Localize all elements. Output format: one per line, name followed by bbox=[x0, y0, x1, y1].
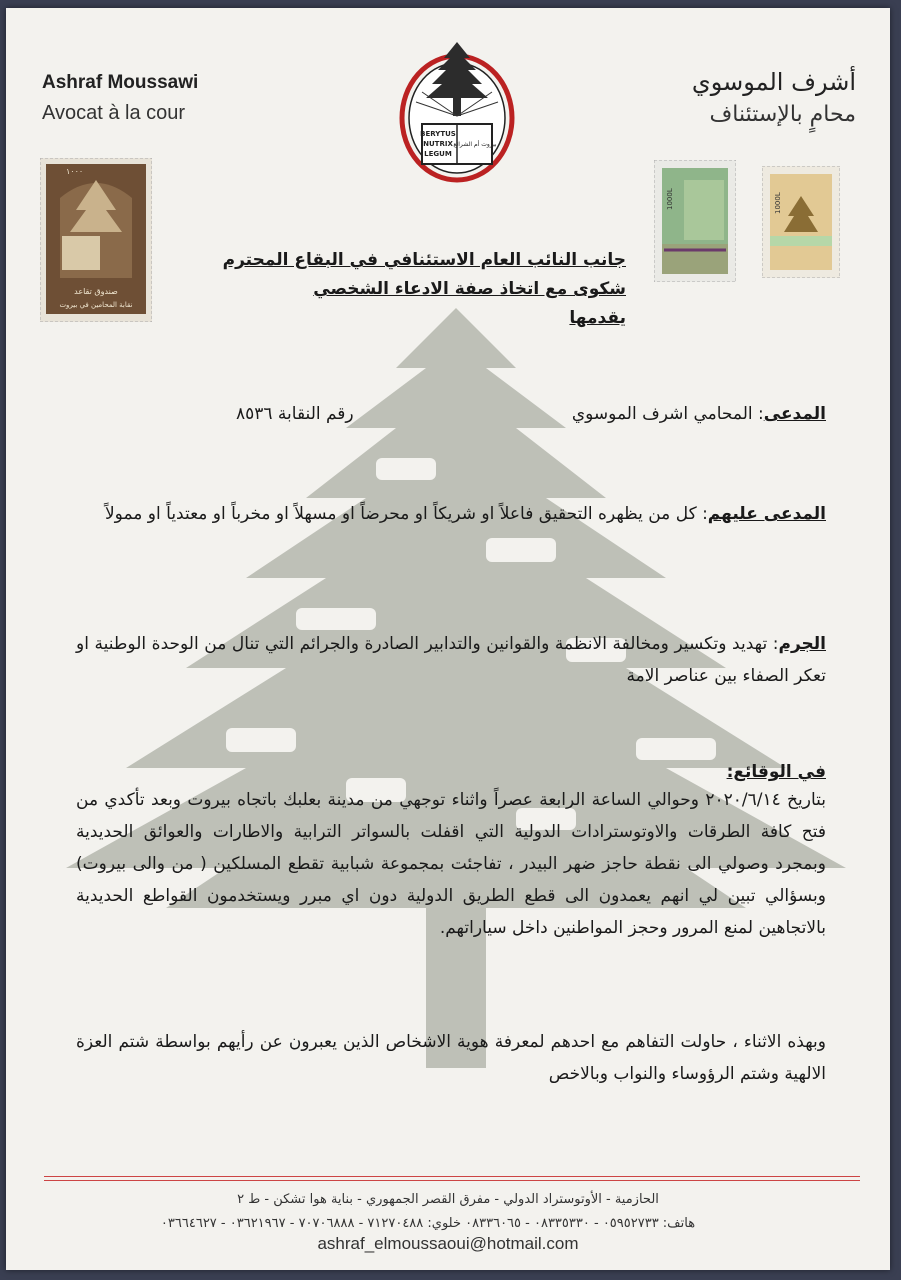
facts-paragraph-2: وبهذه الاثناء ، حاولت التفاهم مع احدهم لمعرفة هوية الاشخاص الذين يعبرون عن رأيهم بواسطة شتم العزة الالهية وشتم الرؤوساء والنواب وبالاخص bbox=[76, 1032, 826, 1084]
fiscal-stamp-1-icon bbox=[654, 160, 736, 282]
stamp-left-caption-1: صندوق تقاعد bbox=[74, 287, 118, 296]
defendants-label: المدعى عليهم bbox=[707, 504, 826, 524]
emblem-text-1: BERYTUS bbox=[420, 130, 456, 138]
bar-association-emblem-icon bbox=[398, 36, 516, 186]
stamp-r2-value: 1000L bbox=[774, 192, 782, 214]
defendants-section bbox=[76, 498, 826, 530]
emblem-text-ar: بيروت أم الشرائع bbox=[453, 141, 497, 148]
emblem-text-2: NUTRIX bbox=[423, 140, 453, 148]
plaintiff-label: المدعى bbox=[763, 404, 826, 424]
crime-label: الجرم bbox=[778, 634, 826, 654]
facts-title: في الوقائع: bbox=[726, 762, 826, 782]
bar-pension-stamp-icon bbox=[40, 158, 152, 322]
footer-phones: هاتف: ٠٥٩٥٢٧٣٣ - ٠٨٣٣٥٣٣٠ - ٠٨٣٣٦٠٦٥ خلوي: ٧١٢٧٠٤٨٨ - ٧٠٧٠٦٨٨٨ - ٠٣٦٢١٩٦٧ - ٠٣٦٦٤٦٢٧ bbox=[160, 1216, 696, 1231]
crime-section bbox=[76, 628, 826, 692]
heading-line-2: شكوى مع اتخاذ صفة الادعاء الشخصي bbox=[313, 279, 626, 299]
footer-email: ashraf_elmoussaoui@hotmail.com bbox=[317, 1234, 579, 1253]
defendants-text: : كل من يظهره التحقيق فاعلاً او شريكاً او محرضاً او مسهلاً او مخرباً او معتدياً او ممولاً bbox=[104, 504, 708, 524]
stamp-r1-value: 1000L bbox=[666, 188, 674, 210]
plaintiff-value: : المحامي اشرف الموسوي bbox=[571, 404, 764, 424]
crime-text: : تهديد وتكسير ومخالفة الانظمة والقوانين والتدابير الصادرة والجرائم التي تنال من الوحدة الوطنية او تعكر الصفاء بين عناصر الامة bbox=[76, 634, 826, 686]
lawyer-name-en: Ashraf Moussawi bbox=[42, 72, 199, 93]
footer-divider-1 bbox=[44, 1176, 860, 1177]
lawyer-title-en: Avocat à la cour bbox=[42, 102, 186, 124]
lawyer-name-ar: أشرف الموسوي bbox=[691, 68, 856, 96]
syndicate-number: رقم النقابة ٨٥٣٦ bbox=[236, 404, 354, 424]
stamp-left-caption-2: نقابة المحامين في بيروت bbox=[59, 301, 133, 309]
heading-line-3: يقدمها bbox=[569, 308, 626, 328]
facts-paragraph-1: بتاريخ ٢٠٢٠/٦/١٤ وحوالي الساعة الرابعة عصراً واثناء توجهي من مدينة بعلبك باتجاه بيروت وبعد تأكدي من فتح كافة الطرقات والاوتوسترادات الدولية التي اقفلت بالسواتر الترابية والاطارات والعوائق الحديدية وبمجرد وصولي الى نقطة حاجز ضهر البيدر ، تفاجئت بمجموعة شبابية تقطع المسلكين ( من والى بيروت) وبسؤالي تبين لي انهم يعمدون الى قطع الطريق الدولية دون اي مبرر ويستخدمون القواطع الحديدية بالاتجاهين لمنع المرور وحجز المواطنين داخل سياراتهم. bbox=[76, 790, 827, 938]
emblem-text-3: LEGUM bbox=[424, 150, 452, 158]
lawyer-header-en bbox=[42, 72, 198, 125]
fiscal-stamp-2-icon bbox=[762, 166, 840, 278]
footer-address: الحازمية - الأوتوستراد الدولي - مفرق القصر الجمهوري - بناية هوا تشكن - ط ٢ bbox=[237, 1192, 659, 1207]
stamp-left-value: ١٠٠٠ bbox=[66, 167, 84, 176]
footer-divider-2 bbox=[44, 1180, 860, 1181]
letter-sheet bbox=[6, 8, 890, 1270]
heading-line-1: جانب النائب العام الاستئنافي في البقاع المحترم bbox=[222, 250, 626, 270]
plaintiff-section bbox=[236, 404, 826, 424]
letter-heading bbox=[223, 246, 626, 333]
lawyer-title-ar: محامٍ بالإستئناف bbox=[709, 102, 856, 127]
lawyer-header-ar bbox=[692, 68, 856, 127]
